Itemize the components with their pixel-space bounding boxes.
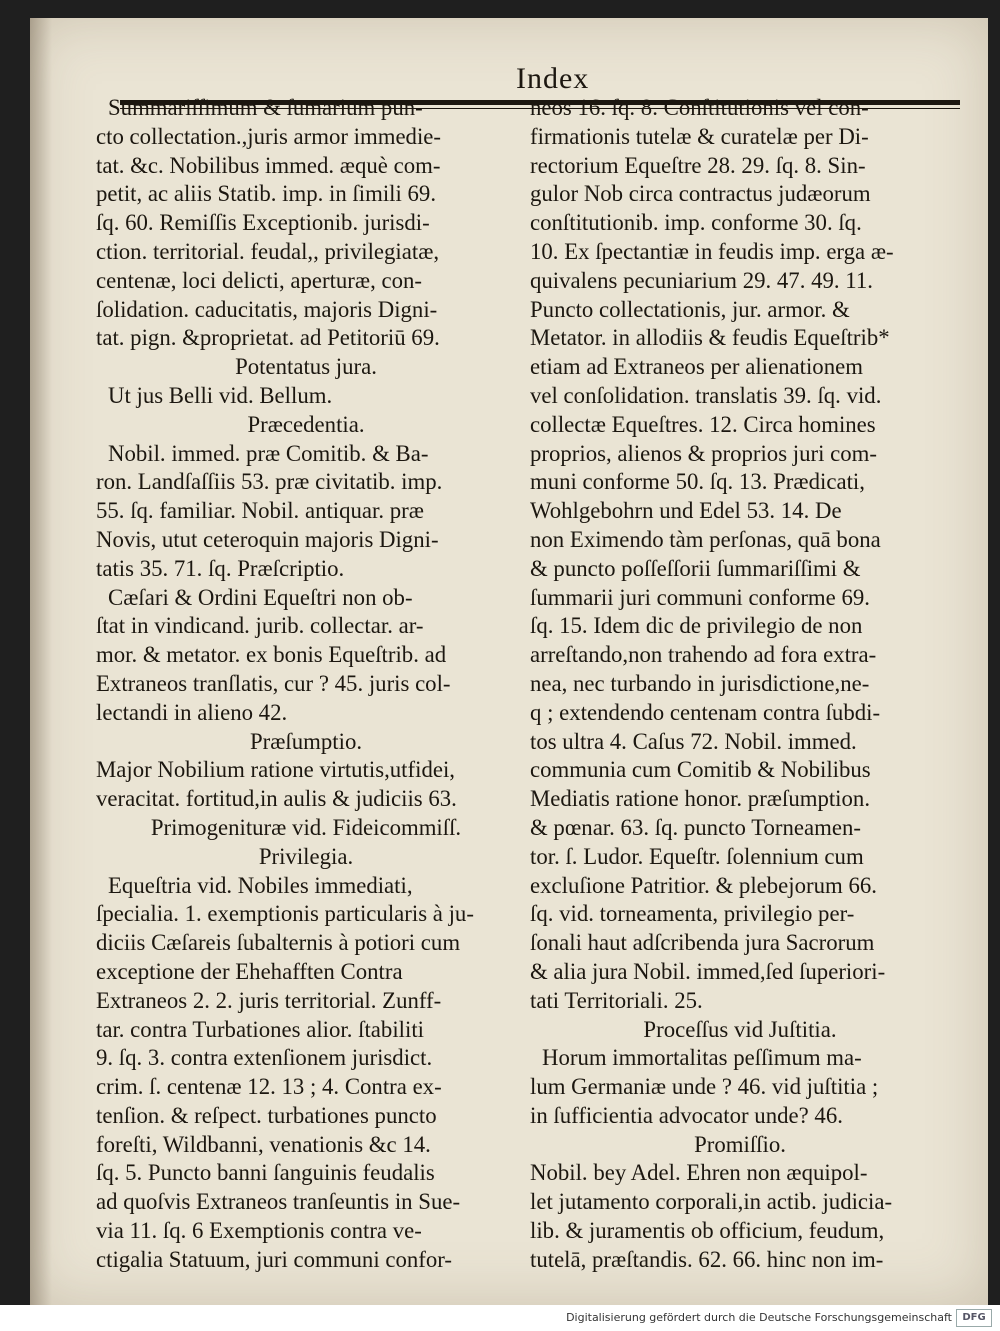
text-line: Summariſſimum & ſumarium pun- xyxy=(108,95,423,120)
text-line: ctigalia Statuum, juri communi confor- xyxy=(96,1246,452,1272)
text-line: nea, nec turbando in jurisdictione,ne- xyxy=(530,670,870,696)
text-line: Wohlgebohrn und Edel 53. 14. De xyxy=(530,498,842,524)
text-line: centenæ, loci delicti, aperturæ, con- xyxy=(96,267,423,293)
text-line: ad quoſvis Extraneos tranſeuntis in Sue- xyxy=(96,1189,461,1215)
text-line: ſonali haut adſcribenda jura Sacrorum xyxy=(530,930,875,956)
text-line: muni conforme 50. ſq. 13. Prædicati, xyxy=(530,469,865,495)
text-line: ron. Landſaſſiis 53. præ civitatib. imp. xyxy=(96,469,443,495)
text-line: tat. pign. &proprietat. ad Petitoriū 69. xyxy=(96,325,440,351)
text-line: via 11. ſq. 6 Exemptionis contra ve- xyxy=(96,1218,422,1244)
text-line: vel conſolidation. translatis 39. ſq. vid. xyxy=(530,382,882,408)
text-line: veracitat. fortitud,in aulis & judiciis 63. xyxy=(96,786,457,812)
text-line: neos 16. ſq. 8. Conſtitutionis vel con- xyxy=(530,95,869,120)
text-line: lib. & juramentis ob officium, feudum, xyxy=(530,1218,885,1244)
text-line: ction. territorial. feudal,, privilegiatæ, xyxy=(96,238,440,264)
text-line: tati Territoriali. 25. xyxy=(530,987,703,1013)
text-line: Nobil. immed. præ Comitib. & Ba- xyxy=(108,440,429,466)
section-heading: Privilegia. xyxy=(258,843,354,869)
text-line: Cæſari & Ordini Equeſtri non ob- xyxy=(108,584,413,610)
text-line: Equeſtria vid. Nobiles immediati, xyxy=(108,872,413,898)
text-line: & pœnar. 63. ſq. puncto Torneamen- xyxy=(530,814,861,840)
text-line: q ; extendendo centenam contra ſubdi- xyxy=(530,699,881,725)
text-line: lectandi in alieno 42. xyxy=(96,699,288,725)
text-line: ſolidation. caducitatis, majoris Digni- xyxy=(96,296,438,322)
text-line: proprios, alienos & proprios juri com- xyxy=(530,440,877,466)
text-line: Major Nobilium ratione virtutis,utfidei, xyxy=(96,757,455,783)
text-line: tutelā, præſtandis. 62. 66. hinc non im- xyxy=(530,1246,884,1272)
section-heading: Promiſſio. xyxy=(694,1131,786,1157)
footer-credit: Digitalisierung gefördert durch die Deutsche Forschungsgemeinschaft xyxy=(566,1311,952,1324)
text-line: in ſufficientia advocator unde? 46. xyxy=(530,1102,843,1128)
text-line: ſpecialia. 1. exemptionis particularis à ju- xyxy=(96,901,474,927)
section-heading: Præſumptio. xyxy=(249,728,363,754)
page-gutter-shadow xyxy=(30,18,52,1305)
text-line: firmationis tutelæ & curatelæ per Di- xyxy=(530,123,869,149)
text-line: collectæ Equeſtres. 12. Circa homines xyxy=(530,411,876,437)
text-line: quivalens pecuniarium 29. 47. 49. 11. xyxy=(530,267,873,293)
text-line: diciis Cæſareis ſubalternis à potiori cum xyxy=(96,930,461,956)
text-line: ſummarii juri communi conforme 69. xyxy=(530,584,870,610)
text-line: rectorium Equeſtre 28. 29. ſq. 8. Sin- xyxy=(530,152,866,178)
text-line: Novis, utut ceteroquin majoris Digni- xyxy=(96,526,439,552)
text-line: ſq. vid. torneamenta, privilegio per- xyxy=(530,901,855,927)
text-line: 10. Ex ſpectantiæ in feudis imp. erga æ- xyxy=(530,238,894,264)
right-text-column xyxy=(530,94,950,1275)
text-line: excluſione Patritior. & plebejorum 66. xyxy=(530,872,877,898)
text-line: Extraneos tranſlatis, cur ? 45. juris col- xyxy=(96,670,451,696)
left-text-column xyxy=(96,94,516,1275)
text-line: crim. ſ. centenæ 12. 13 ; 4. Contra ex- xyxy=(96,1074,442,1100)
text-line: tenſion. & reſpect. turbationes puncto xyxy=(96,1102,437,1128)
text-line: Primogenituræ vid. Fideicommiſſ. xyxy=(150,814,462,840)
text-line: foreſti, Wildbanni, venationis &c 14. xyxy=(96,1131,431,1157)
text-line: tar. contra Turbationes alior. ſtabiliti xyxy=(96,1016,424,1042)
text-line: 55. ſq. familiar. Nobil. antiquar. præ xyxy=(96,498,424,524)
text-line: tos ultra 4. Caſus 72. Nobil. immed. xyxy=(530,728,857,754)
text-line: Extraneos 2. 2. juris territorial. Zunff- xyxy=(96,987,442,1013)
text-line: arreſtando,non trahendo ad fora extra- xyxy=(530,642,877,668)
section-heading: Præcedentia. xyxy=(247,411,365,437)
text-line: cto collectation.,juris armor immedie- xyxy=(96,123,442,149)
text-line: tor. ſ. Ludor. Equeſtr. ſolennium cum xyxy=(530,843,864,869)
digitization-footer xyxy=(0,1305,1000,1331)
text-line: Horum immortalitas peſſimum ma- xyxy=(542,1045,862,1071)
text-line: 9. ſq. 3. contra extenſionem jurisdict. xyxy=(96,1045,433,1071)
text-line: ſq. 15. Idem dic de privilegio de non xyxy=(530,613,863,639)
text-line: Puncto collectationis, jur. armor. & xyxy=(530,296,850,322)
text-line: Nobil. bey Adel. Ehren non æquipol- xyxy=(530,1160,868,1186)
text-line: mor. & metator. ex bonis Equeſtrib. ad xyxy=(96,642,447,668)
section-heading: Potentatus jura. xyxy=(235,354,377,380)
text-line: Ut jus Belli vid. Bellum. xyxy=(108,382,333,408)
text-line: tatis 35. 71. ſq. Præſcriptio. xyxy=(96,555,345,581)
text-line: ſtat in vindicand. jurib. collectar. ar- xyxy=(96,613,424,639)
text-line: etiam ad Extraneos per alienationem xyxy=(530,354,863,380)
text-line: & puncto poſſeſſorii ſummariſſimi & xyxy=(530,555,861,581)
text-line: non Eximendo tàm perſonas, quā bona xyxy=(530,526,881,552)
text-line: ſq. 5. Puncto banni ſanguinis feudalis xyxy=(96,1160,435,1186)
text-line: Mediatis ratione honor. præſumption. xyxy=(530,786,871,812)
text-line: exceptione der Ehehafften Contra xyxy=(96,958,403,984)
dfg-logo: DFG xyxy=(956,1309,992,1327)
text-line: conſtitutionib. imp. conforme 30. ſq. xyxy=(530,210,862,236)
text-line: & alia jura Nobil. immed,ſed ſuperiori- xyxy=(530,958,886,984)
text-line: let jutamento corporali,in actib. judicia- xyxy=(530,1189,893,1215)
section-heading: Proceſſus vid Juſtitia. xyxy=(643,1016,837,1042)
text-line: communia cum Comitib & Nobilibus xyxy=(530,757,871,783)
running-header: Index xyxy=(516,62,590,95)
text-line: Metator. in allodiis & feudis Equeſtrib* xyxy=(530,325,890,351)
text-line: petit, ac aliis Statib. imp. in ſimili 69. xyxy=(96,181,437,207)
text-line: ſq. 60. Remiſſis Exceptionib. jurisdi- xyxy=(96,210,430,236)
text-line: gulor Nob circa contractus judæorum xyxy=(530,181,871,207)
text-line: tat. &c. Nobilibus immed. æquè com- xyxy=(96,152,441,178)
text-line: lum Germaniæ unde ? 46. vid juſtitia ; xyxy=(530,1074,879,1100)
